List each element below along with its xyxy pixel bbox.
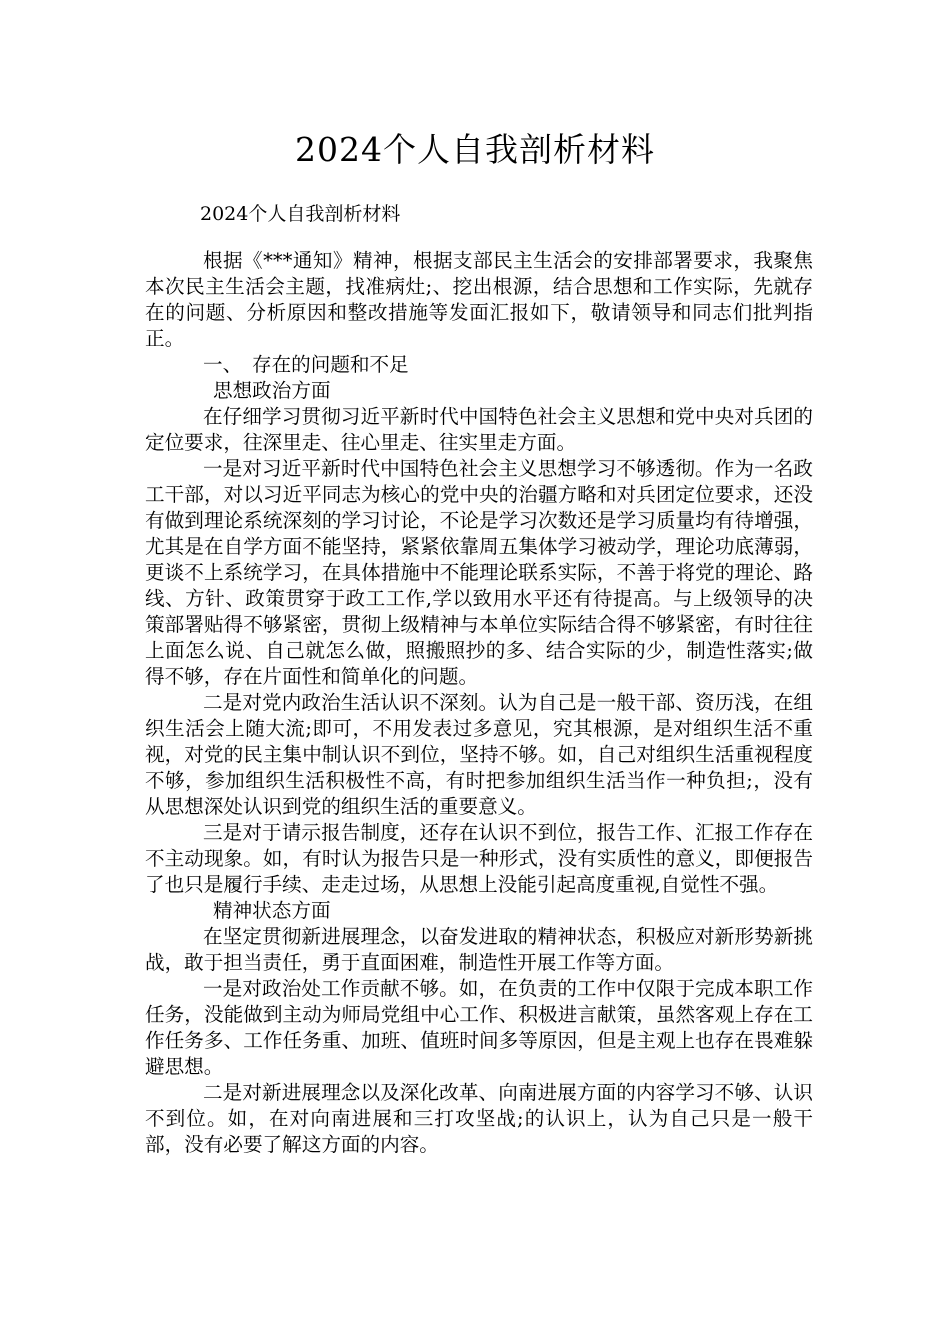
political-point-3: 三是对于请示报告制度，还存在认识不到位，报告工作、汇报工作存在不主动现象。如，有时认为报告只是一种形式，没有实质性的意义，即便报告了也只是履行手续、走走过场，从思想上没能引起高度重视,自觉性不强。 <box>145 821 813 896</box>
spirit-point-1: 一是对政治处工作贡献不够。如，在负责的工作中仅限于完成本职工作任务，没能做到主动为师局党组中心工作、积极进言献策，虽然客观上存在工作任务多、工作任务重、加班、值班时间多等原因，但是主观上也存在畏难躲避思想。 <box>145 977 813 1078</box>
subsection-heading-political: 思想政治方面 <box>213 379 331 402</box>
political-intro-paragraph: 在仔细学习贯彻习近平新时代中国特色社会主义思想和党中央对兵团的定位要求，往深里走、往心里走、往实里走方面。 <box>145 405 813 454</box>
intro-paragraph: 根据《***通知》精神，根据支部民主生活会的安排部署要求，我聚焦本次民主生活会主题，找准病灶;、挖出根源，结合思想和工作实际，先就存在的问题、分析原因和整改措施等发面汇报如下，敬请领导和同志们批判指正。 <box>145 249 813 350</box>
document-title: 2024个人自我剖析材料 <box>295 130 655 169</box>
document-body <box>145 248 813 1158</box>
subsection-heading-spirit: 精神状态方面 <box>213 899 331 922</box>
spirit-intro-paragraph: 在坚定贯彻新进展理念，以奋发进取的精神状态，积极应对新形势新挑战，敢于担当责任，勇于直面困难，制造性开展工作等方面。 <box>145 925 813 974</box>
section-heading-problems: 一、 存在的问题和不足 <box>203 353 409 376</box>
document-subtitle: 2024个人自我剖析材料 <box>200 203 401 225</box>
spirit-point-2: 二是对新进展理念以及深化改革、向南进展方面的内容学习不够、认识不到位。如，在对向南进展和三打攻坚战;的认识上，认为自己只是一般干部，没有必要了解这方面的内容。 <box>145 1081 813 1156</box>
political-point-1: 一是对习近平新时代中国特色社会主义思想学习不够透彻。作为一名政工干部，对以习近平同志为核心的党中央的治疆方略和对兵团定位要求，还没有做到理论系统深刻的学习讨论，不论是学习次数还是学习质量均有待增强，尤其是在自学方面不能坚持，紧紧依靠周五集体学习被动学，理论功底薄弱，更谈不上系统学习，在具体措施中不能理论联系实际，不善于将党的理论、路线、方针、政策贯穿于政工工作,学以致用水平还有待提高。与上级领导的决策部署贴得不够紧密，贯彻上级精神与本单位实际结合得不够紧密，有时往往上面怎么说、自己就怎么做，照搬照抄的多、结合实际的少，制造性落实;做得不够，存在片面性和简单化的问题。 <box>145 457 813 688</box>
political-point-2: 二是对党内政治生活认识不深刻。认为自己是一般干部、资历浅，在组织生活会上随大流;即可，不用发表过多意见，究其根源，是对组织生活不重视，对党的民主集中制认识不到位，坚持不够。如，自己对组织生活重视程度不够，参加组织生活积极性不高，有时把参加组织生活当作一种负担;，没有从思想深处认识到党的组织生活的重要意义。 <box>145 691 813 818</box>
